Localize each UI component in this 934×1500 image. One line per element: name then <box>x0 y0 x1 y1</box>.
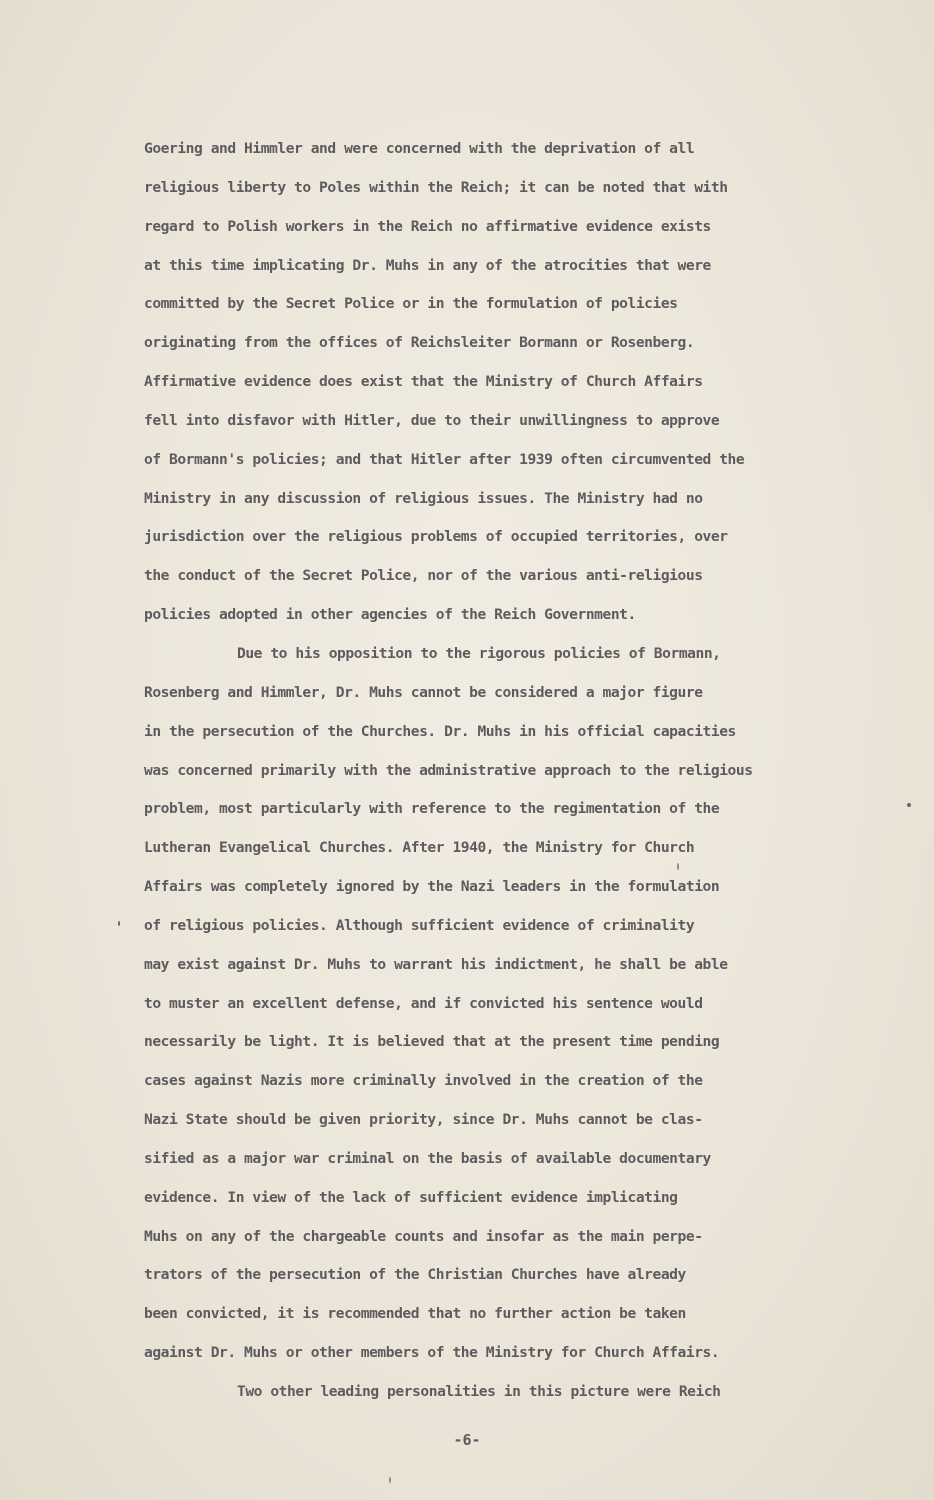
text-line: evidence. In view of the lack of sufficient evidence implicating <box>144 1188 678 1206</box>
text-line: at this time implicating Dr. Muhs in any of the atrocities that were <box>144 256 711 274</box>
text-line: of Bormann's policies; and that Hitler after 1939 often circumvented the <box>144 450 745 468</box>
page-number: -6- <box>453 1431 481 1449</box>
paper-speck <box>907 803 911 807</box>
text-line: Lutheran Evangelical Churches. After 1940, the Ministry for Church <box>144 839 695 857</box>
text-line: regard to Polish workers in the Reich no affirmative evidence exists <box>144 217 711 235</box>
text-line: trators of the persecution of the Christian Churches have already <box>144 1266 686 1284</box>
text-line: against Dr. Muhs or other members of the Ministry for Church Affairs. <box>144 1344 720 1362</box>
text-line: Affairs was completely ignored by the Nazi leaders in the formulation <box>144 878 720 896</box>
text-line: Rosenberg and Himmler, Dr. Muhs cannot be considered a major figure <box>144 683 703 701</box>
text-line: sified as a major war criminal on the basis of available documentary <box>144 1149 711 1167</box>
text-line: the conduct of the Secret Police, nor of the various anti-religious <box>144 567 703 585</box>
paper-speck <box>677 863 679 870</box>
text-line: committed by the Secret Police or in the formulation of policies <box>144 295 678 313</box>
paper-speck <box>389 1477 391 1483</box>
paper-speck <box>118 921 120 926</box>
text-line: may exist against Dr. Muhs to warrant his indictment, he shall be able <box>144 955 728 973</box>
text-line: Ministry in any discussion of religious issues. The Ministry had no <box>144 489 703 507</box>
document-body <box>144 130 884 1412</box>
text-line: been convicted, it is recommended that no further action be taken <box>144 1305 686 1323</box>
text-line: to muster an excellent defense, and if convicted his sentence would <box>144 994 703 1012</box>
text-line: was concerned primarily with the administrative approach to the religious <box>144 761 753 779</box>
text-line: policies adopted in other agencies of the Reich Government. <box>144 606 636 624</box>
text-line: of religious policies. Although sufficient evidence of criminality <box>144 916 695 934</box>
text-line: Nazi State should be given priority, since Dr. Muhs cannot be clas- <box>144 1111 703 1129</box>
text-line: cases against Nazis more criminally involved in the creation of the <box>144 1072 703 1090</box>
paragraph-start-line: Two other leading personalities in this picture were Reich <box>237 1383 721 1400</box>
text-line: Affirmative evidence does exist that the Ministry of Church Affairs <box>144 373 703 391</box>
text-line: originating from the offices of Reichsleiter Bormann or Rosenberg. <box>144 334 695 352</box>
text-line: in the persecution of the Churches. Dr. Muhs in his official capacities <box>144 722 736 740</box>
text-line: jurisdiction over the religious problems of occupied territories, over <box>144 528 728 546</box>
text-line: necessarily be light. It is believed that at the present time pending <box>144 1033 720 1051</box>
text-line: religious liberty to Poles within the Reich; it can be noted that with <box>144 178 728 196</box>
text-line: problem, most particularly with reference to the regimentation of the <box>144 800 720 818</box>
text-line: Goering and Himmler and were concerned with the deprivation of all <box>144 140 695 157</box>
paragraph-start-line: Due to his opposition to the rigorous policies of Bormann, <box>237 644 721 662</box>
text-line: fell into disfavor with Hitler, due to their unwillingness to approve <box>144 411 720 429</box>
text-line: Muhs on any of the chargeable counts and insofar as the main perpe- <box>144 1227 703 1245</box>
